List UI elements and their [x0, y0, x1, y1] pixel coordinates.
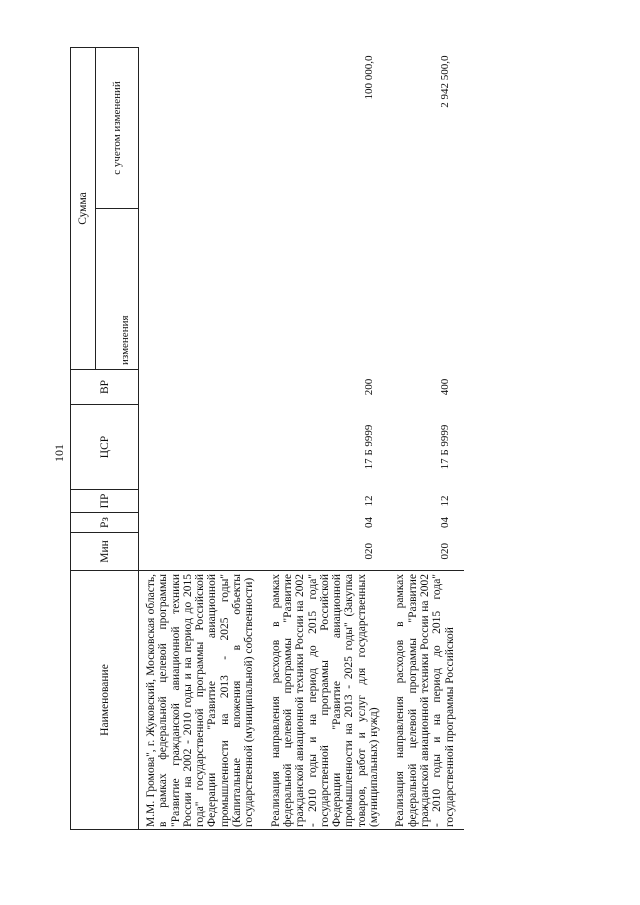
budget-table-page — [70, 55, 590, 830]
cell-csr — [139, 405, 264, 490]
header-vr: ВР — [71, 370, 139, 405]
cell-min: 020 — [363, 543, 376, 560]
cell-total: 100 000,0 — [363, 55, 376, 100]
cell-pr: 12 — [363, 495, 376, 507]
cell-vr: 200 — [363, 378, 376, 396]
header-csr: ЦСР — [71, 405, 139, 490]
cell-vr — [139, 370, 264, 405]
header-sum: Сумма — [71, 48, 96, 370]
cell-rz — [139, 513, 264, 533]
cell-total — [139, 48, 264, 209]
table-header — [71, 48, 139, 830]
cell-change — [264, 209, 389, 370]
table-body — [139, 48, 464, 830]
cell-total: 2 942 500,0 — [438, 55, 451, 108]
cell-rz: 04 — [438, 517, 451, 528]
page-number: 101 — [52, 444, 66, 462]
header-sum-total: с учетом изменений — [96, 48, 139, 209]
header-min: Мин — [71, 533, 139, 571]
cell-change — [139, 209, 264, 370]
cell-rz: 04 — [363, 517, 376, 528]
cell-name: Реализация направления расходов в рамках федеральной целевой программы "Развитие гражданской авиационной техники России на 2002 - 2010 годы и на период до 2015 года" государственной программы Российской — [388, 571, 463, 830]
table-row — [139, 48, 264, 830]
header-rz: Рз — [71, 513, 139, 533]
cell-name: Реализация направления расходов в рамках федеральной целевой программы "Развитие гражданской авиационной техники России на 2002 - 2010 годы и на период до 2015 года" государственной программы Российской Федерации "Развитие авиационной промышленности на 2013 - 2025 годы" (Закупка товаров, работ и услуг для государственных (муниципальных) нужд) — [264, 571, 389, 830]
cell-min: 020 — [438, 543, 451, 560]
cell-change — [388, 209, 463, 370]
cell-csr: 17 Б 9999 — [363, 424, 376, 470]
table-row — [388, 48, 463, 830]
cell-csr: 17 Б 9999 — [438, 424, 451, 470]
header-pr: ПР — [71, 490, 139, 513]
cell-vr: 400 — [438, 378, 451, 396]
table-row — [264, 48, 389, 830]
header-sum-change: изменения — [96, 209, 139, 370]
header-name: Наименование — [71, 571, 139, 830]
budget-table — [70, 47, 464, 830]
cell-pr: 12 — [438, 495, 451, 507]
cell-pr — [139, 490, 264, 513]
cell-name: М.М. Громова", г. Жуковский, Московская область, в рамках федеральной целевой программы "Развитие гражданской авиационной техники России на 2002 - 2010 годы и на период до 2015 года" государственной программы Российской Федерации "Развитие авиационной промышленности на 2013 - 2025 годы" (Капитальные вложения в объекты государственной (муниципальной) собственности) — [139, 571, 264, 830]
cell-min — [139, 533, 264, 571]
